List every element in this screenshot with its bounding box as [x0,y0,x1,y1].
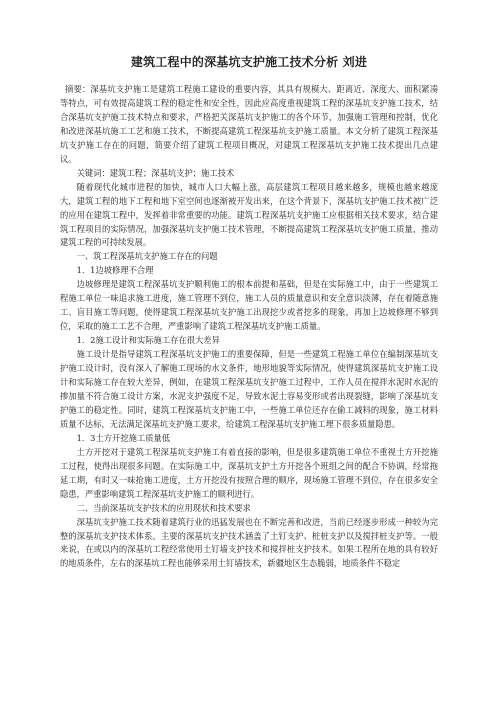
section-1-heading: 一、筑工程深基坑支护施工存在的问题 [76,251,218,262]
subsection-1-3-heading: 1．3土方开挖施工质量低 [76,432,171,443]
section-2-paragraph: 深基坑支护施工技术随着建筑行业的迅猛发展也在不断完善和改进，当前已经逐步形成一种较为完整的深基坑支护技术体系。主要的深基坑支护技术涵盖了土钉支护、桩桩支护以及搅拌桩支护等。一般来说，在或以内的深基坑工程经常使用土钉墙支护技术和搅拌桩支护技术。如果工程所在地的具有较好的地质条件，左右的深基坑工程也能够采用土钉墙技术，新疆地区生态脆弱，地质条件不稳定 [60,516,438,569]
subsection-1-1-heading: 1．1边坡修理不合理 [76,265,154,276]
section-2-heading: 二、当前深基坑支护技术的应用现状和技术要求 [76,502,251,513]
keywords-line: 关键词：建筑工程；深基坑支护；施工技术 [76,167,235,178]
article-title: 建筑工程中的深基坑支护施工技术分析 刘进 [130,55,368,69]
subsection-1-2-paragraph: 施工设计是指导建筑工程深基坑支护施工的重要保障，但是一些建筑工程施工单位在编制深基坑支护施工设计时，没有深入了解施工现场的水文条件，地形地貌等实际情况，使得建筑深基坑支护施工设计和实际施工存在较大差异，例如，在建筑工程深基坑支护施工过程中，工作人员在搅拌水泥时水泥的掺加量不符合施工设计方案，水泥支护强度不足，导致水泥土容易变形或者出现裂缝，影响了深基坑支护施工的稳定性。同时，建筑工程深基坑支护施工中，一些施工单位还存在偷工减料的现象，施工材料质量不达标，无法满足深基坑支护施工要求，给建筑工程深基坑支护施工埋下很多质量隐患。 [60,349,438,429]
subsection-1-1-paragraph: 边坡修理是建筑工程深基坑支护顺利施工的根本前提和基础，但是在实际施工中，由于一些建筑工程施工单位一味追求施工进度，施工管理不到位，施工人员的质量意识和安全意识淡薄，存在着随意施工、盲目施工等问题，使得建筑工程深基坑支护施工出现挖少或者挖多的现象，再加上边坡修理不够到位，采取的施工工艺不合理，严重影响了建筑工程深基坑支护施工质量。 [60,279,438,332]
subsection-1-2-heading: 1．2施工设计和实际施工存在很大差异 [76,335,220,346]
subsection-1-3-paragraph: 土方开挖对于建筑工程深基坑支护施工有着直接的影响，但是很多建筑施工单位不重视土方开挖施工过程，使得出现很多问题。在实际施工中，深基坑支护土方开挖各个班组之间的配合不协调，经常拖延工期，有时又一味抢施工进度，土方开挖没有按照合理的顺序，现场施工管理不到位，存在很多安全隐患，严重影响建筑工程深基坑支护施工的顺利进行。 [60,446,438,499]
intro-paragraph: 随着现代化城市进程的加快，城市人口大幅上涨，高层建筑工程项目越来越多，规模也越来越庞大，建筑工程的地下工程和地下室空间也逐渐被开发出来，在这个背景下，深基坑支护施工技术被广泛的应用在建筑工程中，发挥着非常重要的功能。建筑工程深基坑支护施工应根据相关技术要求，结合建筑工程项目的实际情况，加强深基坑支护施工技术管理，不断提高建筑工程深基坑支护施工质量，推动建筑工程的可持续发展。 [60,181,438,248]
abstract-paragraph: 摘要：深基坑支护施工是建筑工程施工建设的重要内容，其具有规模大、距离近、深度大、面积紧凑等特点，可有效提高建筑工程的稳定性和安全性，因此应高度重视建筑工程的深基坑支护施工技术，结合深基坑支护施工技术特点和要求，严格把关深基坑支护施工的各个环节，加强施工管理和控制，优化和改进深基坑施工工艺和施工技术，不断提高建筑工程深基坑支护施工质量。本文分析了建筑工程深基坑支护施工存在的问题，简要介绍了建筑工程项目概况，对建筑工程深基坑支护施工技术提出几点建议。 [60,84,438,164]
article-body [60,83,438,571]
